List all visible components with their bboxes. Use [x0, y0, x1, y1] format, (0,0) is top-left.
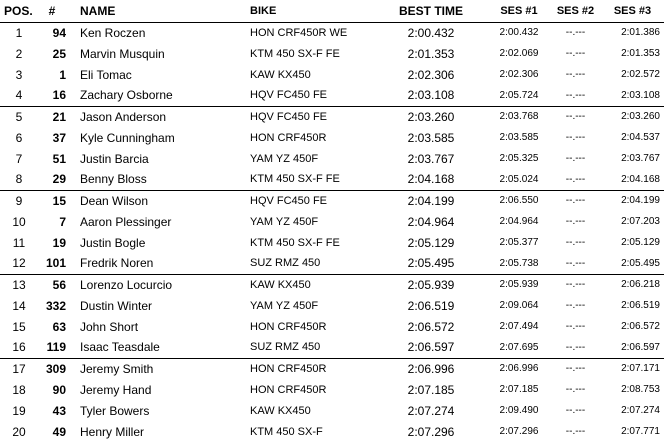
cell-ses1: 2:07.296 [499, 426, 539, 437]
table-row [0, 358, 664, 379]
header-bike: BIKE [246, 0, 376, 22]
cell-rider-name: Fredrik Noren [80, 256, 154, 271]
cell-number: 29 [52, 172, 66, 187]
cell-ses3: 2:04.199 [605, 190, 664, 211]
table-row [0, 379, 664, 400]
cell-number: 1 [59, 67, 66, 82]
cell-number: 51 [52, 151, 66, 166]
cell-ses2: --.--- [565, 153, 586, 164]
cell-ses2: --.--- [565, 384, 586, 395]
cell-number: 119 [46, 340, 66, 355]
cell-best-time: 2:06.996 [376, 358, 486, 379]
cell-ses2: --.--- [546, 106, 605, 127]
cell-rider-name: Benny Bloss [80, 172, 147, 187]
table-row [0, 148, 664, 169]
cell-best-time: 2:03.108 [407, 88, 455, 103]
cell-ses2: --.--- [565, 321, 586, 332]
cell-bike: KAW KX450 [250, 68, 311, 81]
cell-bike: KAW KX450 [250, 404, 311, 417]
cell-pos: 11 [12, 235, 26, 250]
cell-number: 63 [52, 319, 66, 334]
cell-rider-name: Kyle Cunningham [80, 130, 175, 145]
cell-bike: YAM YZ 450F [250, 299, 319, 312]
cell-rider-name: Justin Bogle [80, 235, 146, 250]
cell-ses3: 2:03.260 [605, 106, 664, 127]
cell-best-time: 2:07.296 [407, 424, 455, 439]
cell-bike: SUZ RMZ 450 [250, 341, 321, 354]
cell-rider-name: Lorenzo Locurcio [68, 274, 246, 295]
cell-best-time: 2:02.306 [407, 67, 455, 82]
table-row [0, 316, 664, 337]
cell-rider-name: Aaron Plessinger [80, 214, 172, 229]
cell-pos: 19 [12, 403, 26, 418]
cell-best-time: 2:06.572 [407, 319, 455, 334]
cell-ses3: 2:07.203 [621, 216, 660, 227]
cell-pos: 10 [12, 214, 26, 229]
cell-ses1: 2:05.738 [499, 257, 539, 269]
cell-ses3: 2:06.519 [621, 300, 660, 311]
cell-ses1: 2:05.024 [499, 173, 539, 185]
cell-pos: 15 [12, 319, 26, 334]
cell-bike: HQV FC450 FE [250, 89, 328, 102]
cell-ses3: 2:03.108 [621, 89, 660, 101]
table-row [0, 22, 664, 43]
cell-best-time: 2:06.519 [407, 298, 455, 313]
cell-number: 43 [52, 403, 66, 418]
cell-ses2: --.--- [565, 132, 586, 143]
table-row [0, 253, 664, 274]
table-row [0, 211, 664, 232]
cell-pos: 13 [0, 274, 38, 295]
cell-number: 90 [52, 382, 66, 397]
cell-bike: HON CRF450R [246, 358, 376, 379]
cell-pos: 20 [12, 424, 26, 439]
cell-number: 37 [52, 130, 66, 145]
cell-rider-name: John Short [80, 319, 139, 334]
cell-bike: HQV FC450 FE [246, 190, 376, 211]
table-row [0, 85, 664, 106]
cell-ses2: --.--- [565, 69, 586, 80]
cell-ses3: 2:06.572 [621, 321, 660, 332]
cell-number: 7 [59, 214, 66, 229]
cell-best-time: 2:03.260 [376, 106, 486, 127]
cell-rider-name: Eli Tomac [80, 67, 132, 82]
cell-ses3: 2:01.353 [621, 48, 660, 59]
cell-bike: HQV FC450 FE [246, 106, 376, 127]
cell-number: 16 [52, 88, 66, 103]
cell-best-time: 2:03.767 [407, 151, 455, 166]
table-row [0, 400, 664, 421]
cell-ses2: --.--- [565, 237, 586, 248]
cell-bike: KTM 450 SX-F [250, 425, 323, 438]
cell-number: 332 [45, 298, 66, 313]
cell-ses2: --.--- [546, 274, 605, 295]
cell-ses3: 2:05.495 [621, 257, 660, 269]
cell-ses2: --.--- [565, 341, 586, 353]
table-row [0, 232, 664, 253]
cell-best-time: 2:06.597 [407, 340, 455, 355]
cell-rider-name: Dustin Winter [80, 298, 153, 313]
cell-best-time: 2:05.939 [376, 274, 486, 295]
cell-bike: KTM 450 SX-F FE [250, 47, 340, 60]
header-num: # [38, 0, 68, 22]
cell-pos: 8 [15, 172, 23, 187]
header-name: NAME [68, 0, 246, 22]
cell-bike: KTM 450 SX-F FE [250, 236, 340, 249]
cell-ses3: 2:07.771 [621, 426, 660, 437]
cell-ses1: 2:06.996 [486, 358, 546, 379]
cell-rider-name: Zachary Osborne [80, 88, 173, 103]
cell-ses2: --.--- [546, 358, 605, 379]
cell-ses3: 2:05.129 [621, 237, 660, 248]
table-row [0, 295, 664, 316]
cell-rider-name: Jeremy Hand [80, 382, 152, 397]
cell-ses3: 2:04.537 [621, 132, 660, 143]
cell-bike: HON CRF450R WE [250, 26, 348, 39]
header-pos: POS. [0, 0, 38, 22]
cell-number: 25 [52, 46, 66, 61]
cell-ses2: --.--- [565, 426, 586, 437]
cell-ses1: 2:03.585 [499, 132, 539, 143]
cell-ses2: --.--- [565, 300, 586, 311]
cell-number: 19 [52, 235, 66, 250]
cell-ses2: --.--- [565, 89, 586, 101]
cell-number: 101 [45, 256, 66, 271]
results-body [0, 22, 664, 442]
table-row [0, 190, 664, 211]
cell-ses1: 2:07.494 [499, 321, 539, 332]
cell-best-time: 2:00.432 [407, 25, 455, 40]
cell-bike: KTM 450 SX-F FE [250, 173, 340, 186]
cell-pos: 4 [15, 88, 23, 103]
cell-ses3: 2:08.753 [621, 384, 660, 395]
cell-pos: 2 [15, 46, 23, 61]
cell-pos: 16 [12, 340, 26, 355]
cell-rider-name: Dean Wilson [68, 190, 246, 211]
cell-pos: 9 [0, 190, 38, 211]
table-row [0, 274, 664, 295]
cell-ses1: 2:05.724 [499, 89, 539, 101]
table-row [0, 64, 664, 85]
header-best-time: BEST TIME [376, 0, 486, 22]
cell-rider-name: Jason Anderson [68, 106, 246, 127]
cell-ses1: 2:00.432 [499, 27, 539, 39]
cell-pos: 1 [15, 25, 23, 40]
table-row [0, 169, 664, 190]
cell-ses1: 2:05.325 [499, 153, 539, 164]
cell-rider-name: Marvin Musquin [80, 46, 165, 61]
cell-bike: HON CRF450R [250, 383, 327, 396]
cell-ses3: 2:07.171 [605, 358, 664, 379]
cell-best-time: 2:04.168 [407, 172, 455, 187]
cell-ses1: 2:09.064 [499, 300, 539, 311]
cell-pos: 5 [0, 106, 38, 127]
cell-rider-name: Jeremy Smith [68, 358, 246, 379]
cell-pos: 7 [15, 151, 23, 166]
header-ses1: SES #1 [486, 0, 546, 22]
cell-ses1: 2:05.377 [499, 237, 539, 248]
cell-number: 21 [38, 106, 68, 127]
cell-number: 49 [52, 424, 66, 439]
cell-ses1: 2:06.550 [486, 190, 546, 211]
cell-rider-name: Tyler Bowers [80, 403, 150, 418]
cell-ses1: 2:03.768 [486, 106, 546, 127]
cell-ses2: --.--- [565, 257, 586, 269]
cell-bike: HON CRF450R [250, 320, 327, 333]
cell-bike: YAM YZ 450F [250, 152, 319, 165]
cell-ses3: 2:04.168 [621, 173, 660, 185]
cell-best-time: 2:07.185 [407, 382, 455, 397]
cell-ses1: 2:07.185 [499, 384, 539, 395]
cell-ses3: 2:07.274 [621, 405, 660, 416]
cell-ses2: --.--- [565, 27, 586, 39]
cell-best-time: 2:05.495 [407, 256, 455, 271]
header-row [0, 0, 664, 22]
cell-ses1: 2:04.964 [499, 216, 539, 227]
cell-rider-name: Justin Barcia [80, 151, 149, 166]
cell-bike: HON CRF450R [250, 131, 327, 144]
cell-ses3: 2:01.386 [621, 27, 660, 39]
cell-pos: 3 [15, 67, 23, 82]
cell-ses2: --.--- [565, 216, 586, 227]
cell-bike: YAM YZ 450F [250, 215, 319, 228]
cell-best-time: 2:04.964 [407, 214, 455, 229]
cell-ses1: 2:07.695 [499, 341, 539, 353]
cell-pos: 6 [15, 130, 23, 145]
cell-pos: 12 [12, 256, 26, 271]
cell-bike: SUZ RMZ 450 [250, 257, 321, 270]
cell-best-time: 2:04.199 [376, 190, 486, 211]
cell-number: 56 [38, 274, 68, 295]
cell-pos: 18 [12, 382, 26, 397]
cell-ses2: --.--- [565, 405, 586, 416]
cell-bike: KAW KX450 [246, 274, 376, 295]
cell-best-time: 2:01.353 [407, 46, 455, 61]
table-row [0, 106, 664, 127]
header-ses2: SES #2 [546, 0, 605, 22]
cell-number: 94 [52, 25, 66, 40]
cell-ses3: 2:06.218 [605, 274, 664, 295]
cell-ses3: 2:02.572 [621, 69, 660, 80]
table-row [0, 337, 664, 358]
cell-ses3: 2:03.767 [621, 153, 660, 164]
cell-ses2: --.--- [565, 48, 586, 59]
cell-ses1: 2:02.069 [499, 48, 539, 59]
cell-number: 309 [38, 358, 68, 379]
cell-pos: 14 [12, 298, 26, 313]
cell-ses1: 2:05.939 [486, 274, 546, 295]
cell-best-time: 2:03.585 [407, 130, 455, 145]
cell-pos: 17 [0, 358, 38, 379]
cell-rider-name: Ken Roczen [80, 25, 146, 40]
cell-ses3: 2:06.597 [621, 341, 660, 353]
table-row [0, 127, 664, 148]
cell-ses2: --.--- [546, 190, 605, 211]
header-ses3: SES #3 [605, 0, 664, 22]
cell-best-time: 2:05.129 [407, 235, 455, 250]
cell-rider-name: Isaac Teasdale [80, 340, 160, 355]
cell-best-time: 2:07.274 [407, 403, 455, 418]
table-row [0, 43, 664, 64]
cell-ses2: --.--- [565, 173, 586, 185]
cell-ses1: 2:02.306 [499, 69, 539, 80]
cell-ses1: 2:09.490 [499, 405, 539, 416]
cell-rider-name: Henry Miller [80, 424, 145, 439]
cell-number: 15 [38, 190, 68, 211]
